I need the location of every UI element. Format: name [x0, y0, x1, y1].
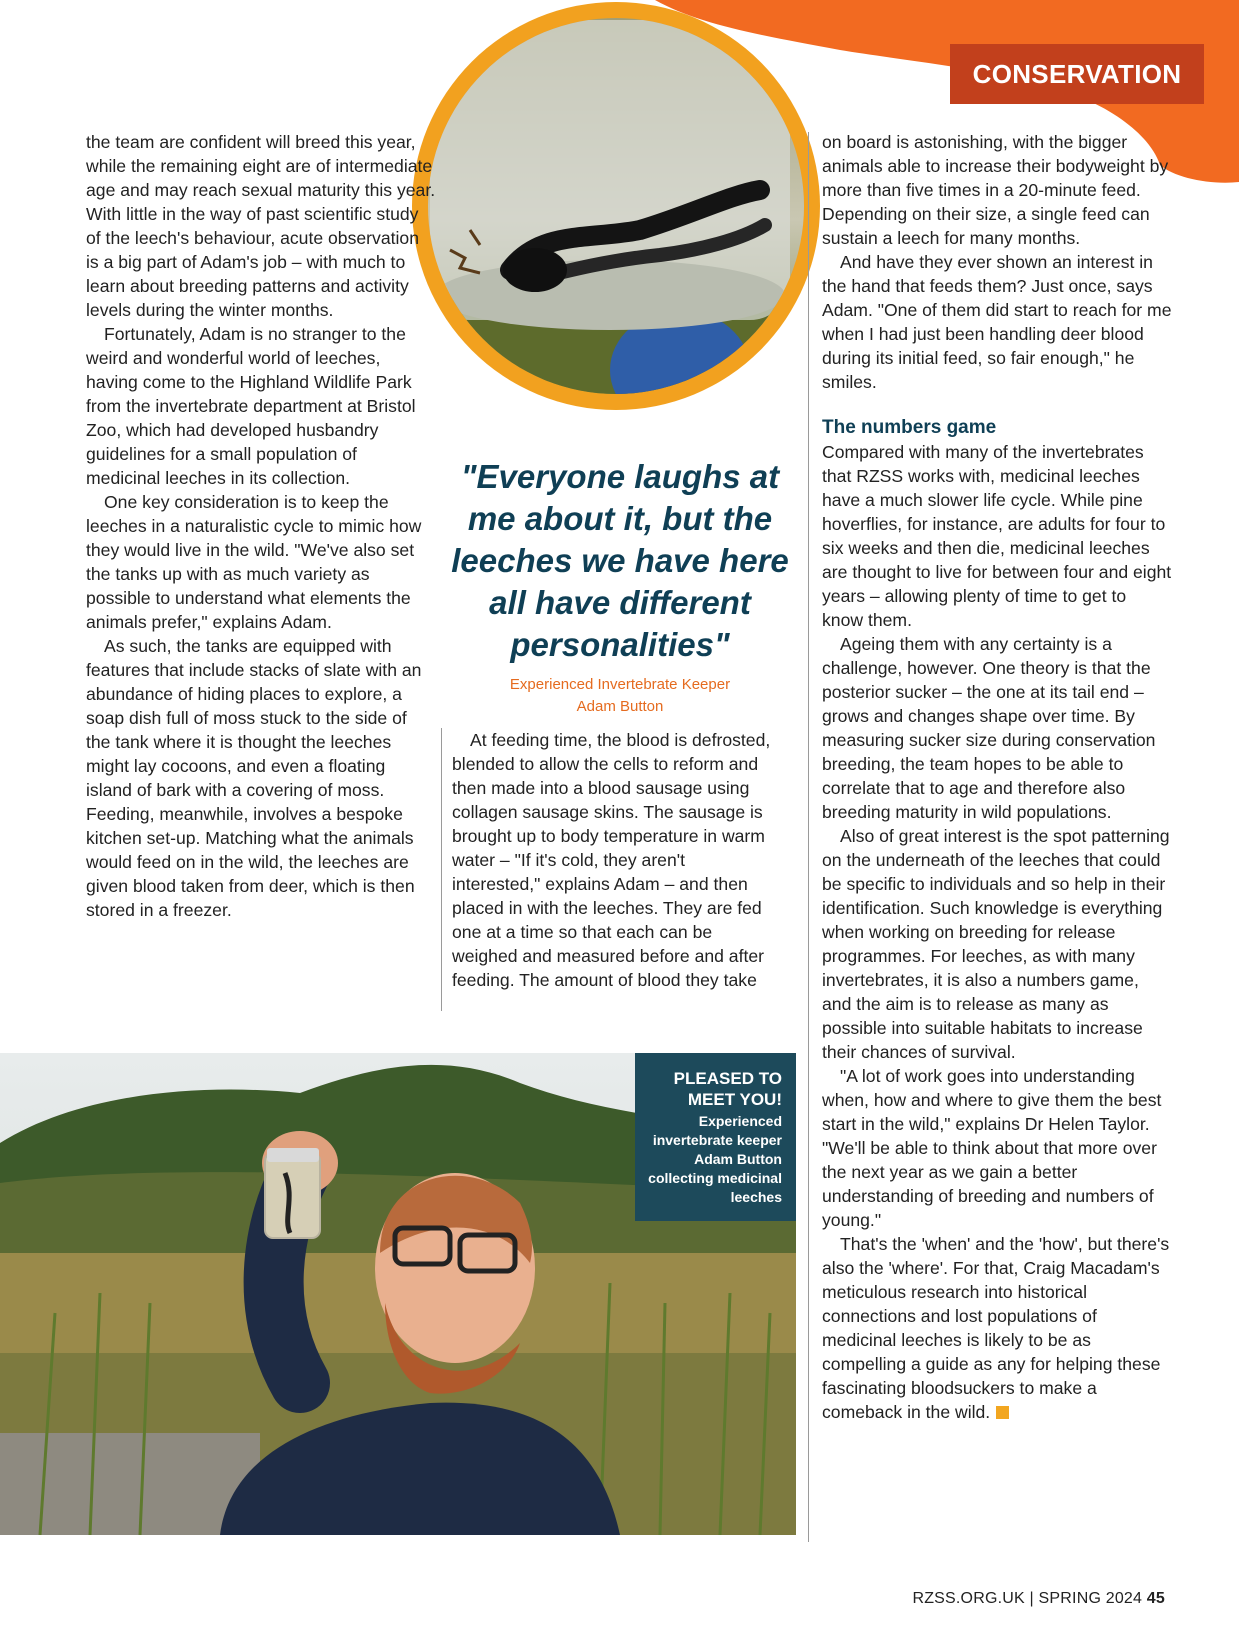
paragraph: One key consideration is to keep the leeches in a naturalistic cycle to mimic how they would live in the wild. "We've also set the tanks up with as much variety as possible to understand what elements the animals prefer," explains Adam.: [86, 492, 422, 632]
end-mark-icon: [996, 1406, 1009, 1419]
footer-separator: |: [1029, 1590, 1034, 1607]
paragraph: on board is astonishing, with the bigger animals able to increase their bodyweight by more than five times in a 20-minute feed. Depending on their size, a single feed can sustain a leech for many months.: [822, 132, 1169, 248]
leech-jar-photo: [410, 0, 822, 440]
photo-caption: [635, 1053, 796, 1221]
column-3: [822, 130, 1172, 1424]
caption-body: Experienced invertebrate keeper Adam Button collecting medicinal leeches: [648, 1113, 782, 1205]
pull-quote-credit: [452, 674, 788, 718]
footer-issue: SPRING 2024: [1038, 1590, 1143, 1607]
paragraph: At feeding time, the blood is defrosted, blended to allow the cells to reform and then made into a blood sausage using collagen sausage skins. The sausage is brought up to body temperature in warm water – "If it's cold, they aren't interested," explains Adam – and then placed in with the leeches. They are fed one at a time so that each can be weighed and measured before and after feeding. The amount of blood they take: [452, 730, 771, 990]
column-2: [452, 728, 777, 992]
paragraph: "A lot of work goes into understanding when, how and where to give them the best start in the wild," explains Dr Helen Taylor. "We'll be able to think about that more over the next year as we gain a better understanding of breeding and numbers of young.": [822, 1066, 1162, 1230]
paragraph: [822, 1232, 1172, 1424]
paragraph: Fortunately, Adam is no stranger to the weird and wonderful world of leeches, having come to the Highland Wildlife Park from the invertebrate department at Bristol Zoo, which had developed husbandry guidelines for a small population of medicinal leeches in its collection.: [86, 324, 416, 488]
column-divider: [441, 728, 442, 1011]
footer-site: RZSS.ORG.UK: [912, 1590, 1025, 1607]
paragraph: Compared with many of the invertebrates that RZSS works with, medicinal leeches have a much slower life cycle. While pine hoverflies, for instance, are adults for four to six weeks and then die, medicinal leeches are thought to live for between four and eight years – allowing plenty of time to get to know them.: [822, 442, 1172, 630]
closing-text: That's the 'when' and the 'how', but there's also the 'where'. For that, Craig Macadam's meticulous research into historical connections and lost populations of medicinal leeches is likely to be as compelling a guide as any for helping these fascinating bloodsuckers to make a comeback in the wild.: [822, 1234, 1170, 1422]
credit-name: Adam Button: [576, 698, 664, 715]
paragraph: And have they ever shown an interest in the hand that feeds them? Just once, says Adam. "One of them did start to reach for me when I had just been handling deer blood during its initial feed, so fair enough," he smiles.: [822, 252, 1172, 392]
paragraph: the team are confident will breed this year, while the remaining eight are of intermediate age and may reach sexual maturity this year. With little in the way of past scientific study of the leech's behaviour, acute observation is a big part of Adam's job – with much to learn about breeding patterns and activity levels during the winter months.: [86, 132, 436, 320]
column-divider: [808, 132, 809, 1542]
section-tag: CONSERVATION: [950, 44, 1204, 104]
page-footer: [912, 1590, 1165, 1608]
caption-title: PLEASED TO MEET YOU!: [673, 1069, 782, 1109]
paragraph: Ageing them with any certainty is a challenge, however. One theory is that the posterior sucker – the one at its tail end – grows and changes shape over time. By measuring sucker size during conservation breeding, the team hopes to be able to correlate that to age and therefore also breeding maturity in wild populations.: [822, 634, 1156, 822]
credit-role: Experienced Invertebrate Keeper: [509, 676, 731, 693]
paragraph: As such, the tanks are equipped with features that include stacks of slate with an abundance of hiding places to explore, a soap dish full of moss stuck to the side of the tank where it is thought the leeches might lay cocoons, and even a floating island of bark with a covering of moss. Feeding, meanwhile, involves a bespoke kitchen set-up. Matching what the animals would feed on in the wild, the leeches are given blood taken from deer, which is then stored in a freezer.: [86, 636, 422, 920]
page-number: 45: [1146, 1590, 1165, 1607]
column-1: [86, 130, 436, 922]
pull-quote: "Everyone laughs at me about it, but the leeches we have here all have different personalities": [451, 458, 789, 663]
subheading: The numbers game: [822, 417, 997, 438]
paragraph: Also of great interest is the spot patterning on the underneath of the leeches that could be specific to individuals and so help in their identification. Such knowledge is everything when working on breeding for release programmes. For leeches, as with many invertebrates, it is also a numbers game, and the aim is to release as many as possible into suitable habitats to increase their chances of survival.: [822, 826, 1170, 1062]
